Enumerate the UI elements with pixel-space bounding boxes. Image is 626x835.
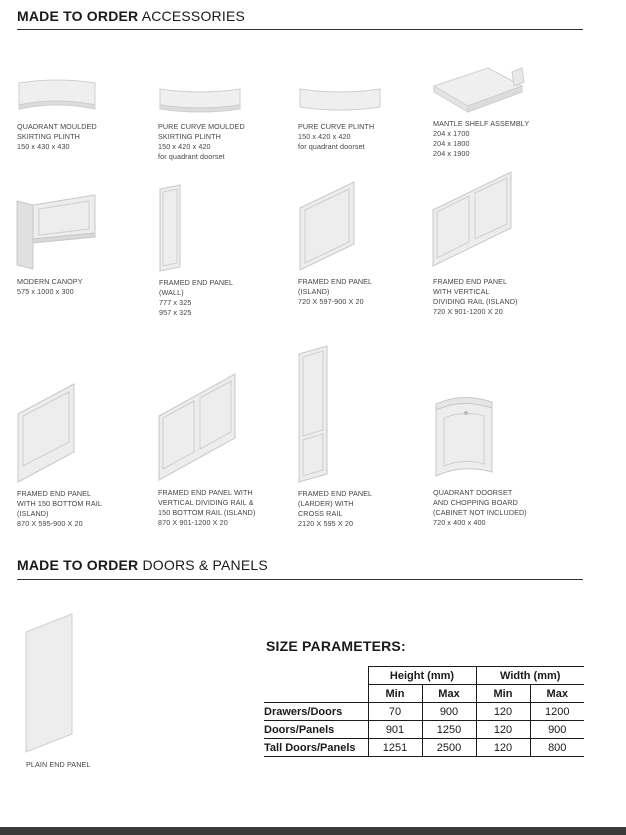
table-corner: [264, 667, 368, 685]
caption-line: FRAMED END PANEL: [159, 278, 234, 287]
plain-end-panel-image: [24, 612, 74, 754]
caption-line: 150 BOTTOM RAIL (ISLAND): [158, 508, 256, 517]
caption-line: (LARDER) WITH: [298, 499, 354, 508]
caption-line: QUADRANT DOORSET: [433, 488, 513, 497]
caption-line: FRAMED END PANEL: [17, 489, 92, 498]
cell-width-max: 900: [530, 721, 584, 739]
framed-end-panel-wall-image: [158, 183, 184, 273]
row-label: Drawers/Doors: [264, 703, 368, 721]
caption-quadrant-doorset: [433, 488, 527, 528]
pure-curve-plinth-image: [298, 85, 382, 115]
footer-bar: [0, 827, 626, 835]
caption-line: 957 x 325: [159, 308, 192, 317]
cell-width-max: 1200: [530, 703, 584, 721]
framed-end-panel-vertical-rail-image: [431, 170, 515, 270]
caption-mantle-shelf: [433, 119, 529, 159]
caption-line: 870 X 595-900 X 20: [17, 519, 83, 528]
caption-line: SKIRTING PLINTH: [158, 132, 221, 141]
caption-line: 204 x 1900: [433, 149, 470, 158]
caption-line: SKIRTING PLINTH: [17, 132, 80, 141]
plain-end-panel-label: PLAIN END PANEL: [26, 760, 91, 769]
caption-framed-end-panel-vertical-bottom-rail: [158, 488, 255, 528]
cell-width-min: 120: [476, 739, 530, 757]
caption-line: 204 x 1800: [433, 139, 470, 148]
framed-end-panel-bottom-rail-image: [16, 382, 78, 484]
height-min-header: Min: [368, 685, 422, 703]
caption-line: AND CHOPPING BOARD: [433, 498, 518, 507]
cell-height-max: 900: [422, 703, 476, 721]
caption-line: 870 X 901-1200 X 20: [158, 518, 228, 527]
caption-line: (ISLAND): [17, 509, 49, 518]
caption-line: VERTICAL DIVIDING RAIL &: [158, 498, 254, 507]
caption-line: for quadrant doorset: [158, 152, 225, 161]
framed-end-panel-vertical-bottom-rail-image: [157, 372, 239, 482]
quadrant-doorset-image: [432, 394, 496, 482]
caption-line: 575 x 1000 x 300: [17, 287, 74, 296]
size-parameters-table: [264, 666, 584, 757]
caption-line: FRAMED END PANEL: [298, 489, 373, 498]
cell-height-max: 2500: [422, 739, 476, 757]
caption-line: (CABINET NOT INCLUDED): [433, 508, 527, 517]
caption-line: FRAMED END PANEL WITH: [158, 488, 253, 497]
caption-line: 720 X 597-900 X 20: [298, 297, 364, 306]
caption-line: FRAMED END PANEL: [298, 277, 373, 286]
doors-title-bold: MADE TO ORDER: [17, 557, 139, 573]
caption-framed-end-panel-bottom-rail: [17, 489, 102, 529]
caption-line: (WALL): [159, 288, 184, 297]
caption-line: MODERN CANOPY: [17, 277, 83, 286]
cell-height-max: 1250: [422, 721, 476, 739]
height-header: Height (mm): [368, 667, 476, 685]
caption-line: 150 x 420 x 420: [298, 132, 351, 141]
caption-line: WITH VERTICAL: [433, 287, 490, 296]
caption-line: PURE CURVE PLINTH: [298, 122, 375, 131]
caption-line: PURE CURVE MOULDED: [158, 122, 245, 131]
doors-title-light: DOORS & PANELS: [142, 557, 268, 573]
doors-divider: [17, 579, 583, 580]
mantle-shelf-assembly-image: [432, 62, 527, 114]
caption-line: 720 X 901-1200 X 20: [433, 307, 503, 316]
caption-line: QUADRANT MOULDED: [17, 122, 97, 131]
caption-line: 777 x 325: [159, 298, 192, 307]
width-min-header: Min: [476, 685, 530, 703]
table-row: [264, 703, 584, 721]
quadrant-moulded-plinth-image: [17, 75, 97, 115]
accessories-divider: [17, 29, 583, 30]
table-corner-sub: [264, 685, 368, 703]
cell-height-min: 70: [368, 703, 422, 721]
caption-framed-end-panel-larder: [298, 489, 372, 529]
caption-line: DIVIDING RAIL (ISLAND): [433, 297, 518, 306]
width-header: Width (mm): [476, 667, 584, 685]
height-max-header: Max: [422, 685, 476, 703]
cell-height-min: 901: [368, 721, 422, 739]
caption-line: for quadrant doorset: [298, 142, 365, 151]
caption-line: CROSS RAIL: [298, 509, 343, 518]
modern-canopy-image: [15, 193, 97, 271]
caption-quadrant-moulded-plinth: [17, 122, 97, 152]
framed-end-panel-larder-image: [297, 344, 331, 484]
width-max-header: Max: [530, 685, 584, 703]
cell-width-max: 800: [530, 739, 584, 757]
cell-width-min: 120: [476, 721, 530, 739]
caption-pure-curve-moulded-plinth: [158, 122, 245, 162]
table-row: [264, 739, 584, 757]
cell-width-min: 120: [476, 703, 530, 721]
size-parameters-title: SIZE PARAMETERS:: [266, 638, 406, 654]
caption-modern-canopy: [17, 277, 83, 297]
caption-line: 150 x 430 x 430: [17, 142, 70, 151]
table-row: [264, 721, 584, 739]
caption-line: 150 x 420 x 420: [158, 142, 211, 151]
caption-line: WITH 150 BOTTOM RAIL: [17, 499, 102, 508]
caption-framed-end-panel-island: [298, 277, 372, 307]
caption-pure-curve-plinth: [298, 122, 374, 152]
pure-curve-moulded-plinth-image: [158, 85, 242, 115]
accessories-title: [17, 8, 245, 24]
accessories-title-light: ACCESSORIES: [141, 8, 246, 24]
caption-line: (ISLAND): [298, 287, 330, 296]
accessories-title-bold: MADE TO ORDER: [17, 8, 139, 24]
row-label: Doors/Panels: [264, 721, 368, 739]
caption-framed-end-panel-wall: [159, 278, 233, 318]
row-label: Tall Doors/Panels: [264, 739, 368, 757]
caption-line: 204 x 1700: [433, 129, 470, 138]
caption-line: MANTLE SHELF ASSEMBLY: [433, 119, 530, 128]
caption-line: 720 x 400 x 400: [433, 518, 486, 527]
caption-framed-end-panel-vertical-rail: [433, 277, 518, 317]
caption-line: 2120 X 595 X 20: [298, 519, 354, 528]
framed-end-panel-island-image: [298, 180, 358, 272]
cell-height-min: 1251: [368, 739, 422, 757]
doors-title: [17, 557, 268, 573]
caption-line: FRAMED END PANEL: [433, 277, 508, 286]
